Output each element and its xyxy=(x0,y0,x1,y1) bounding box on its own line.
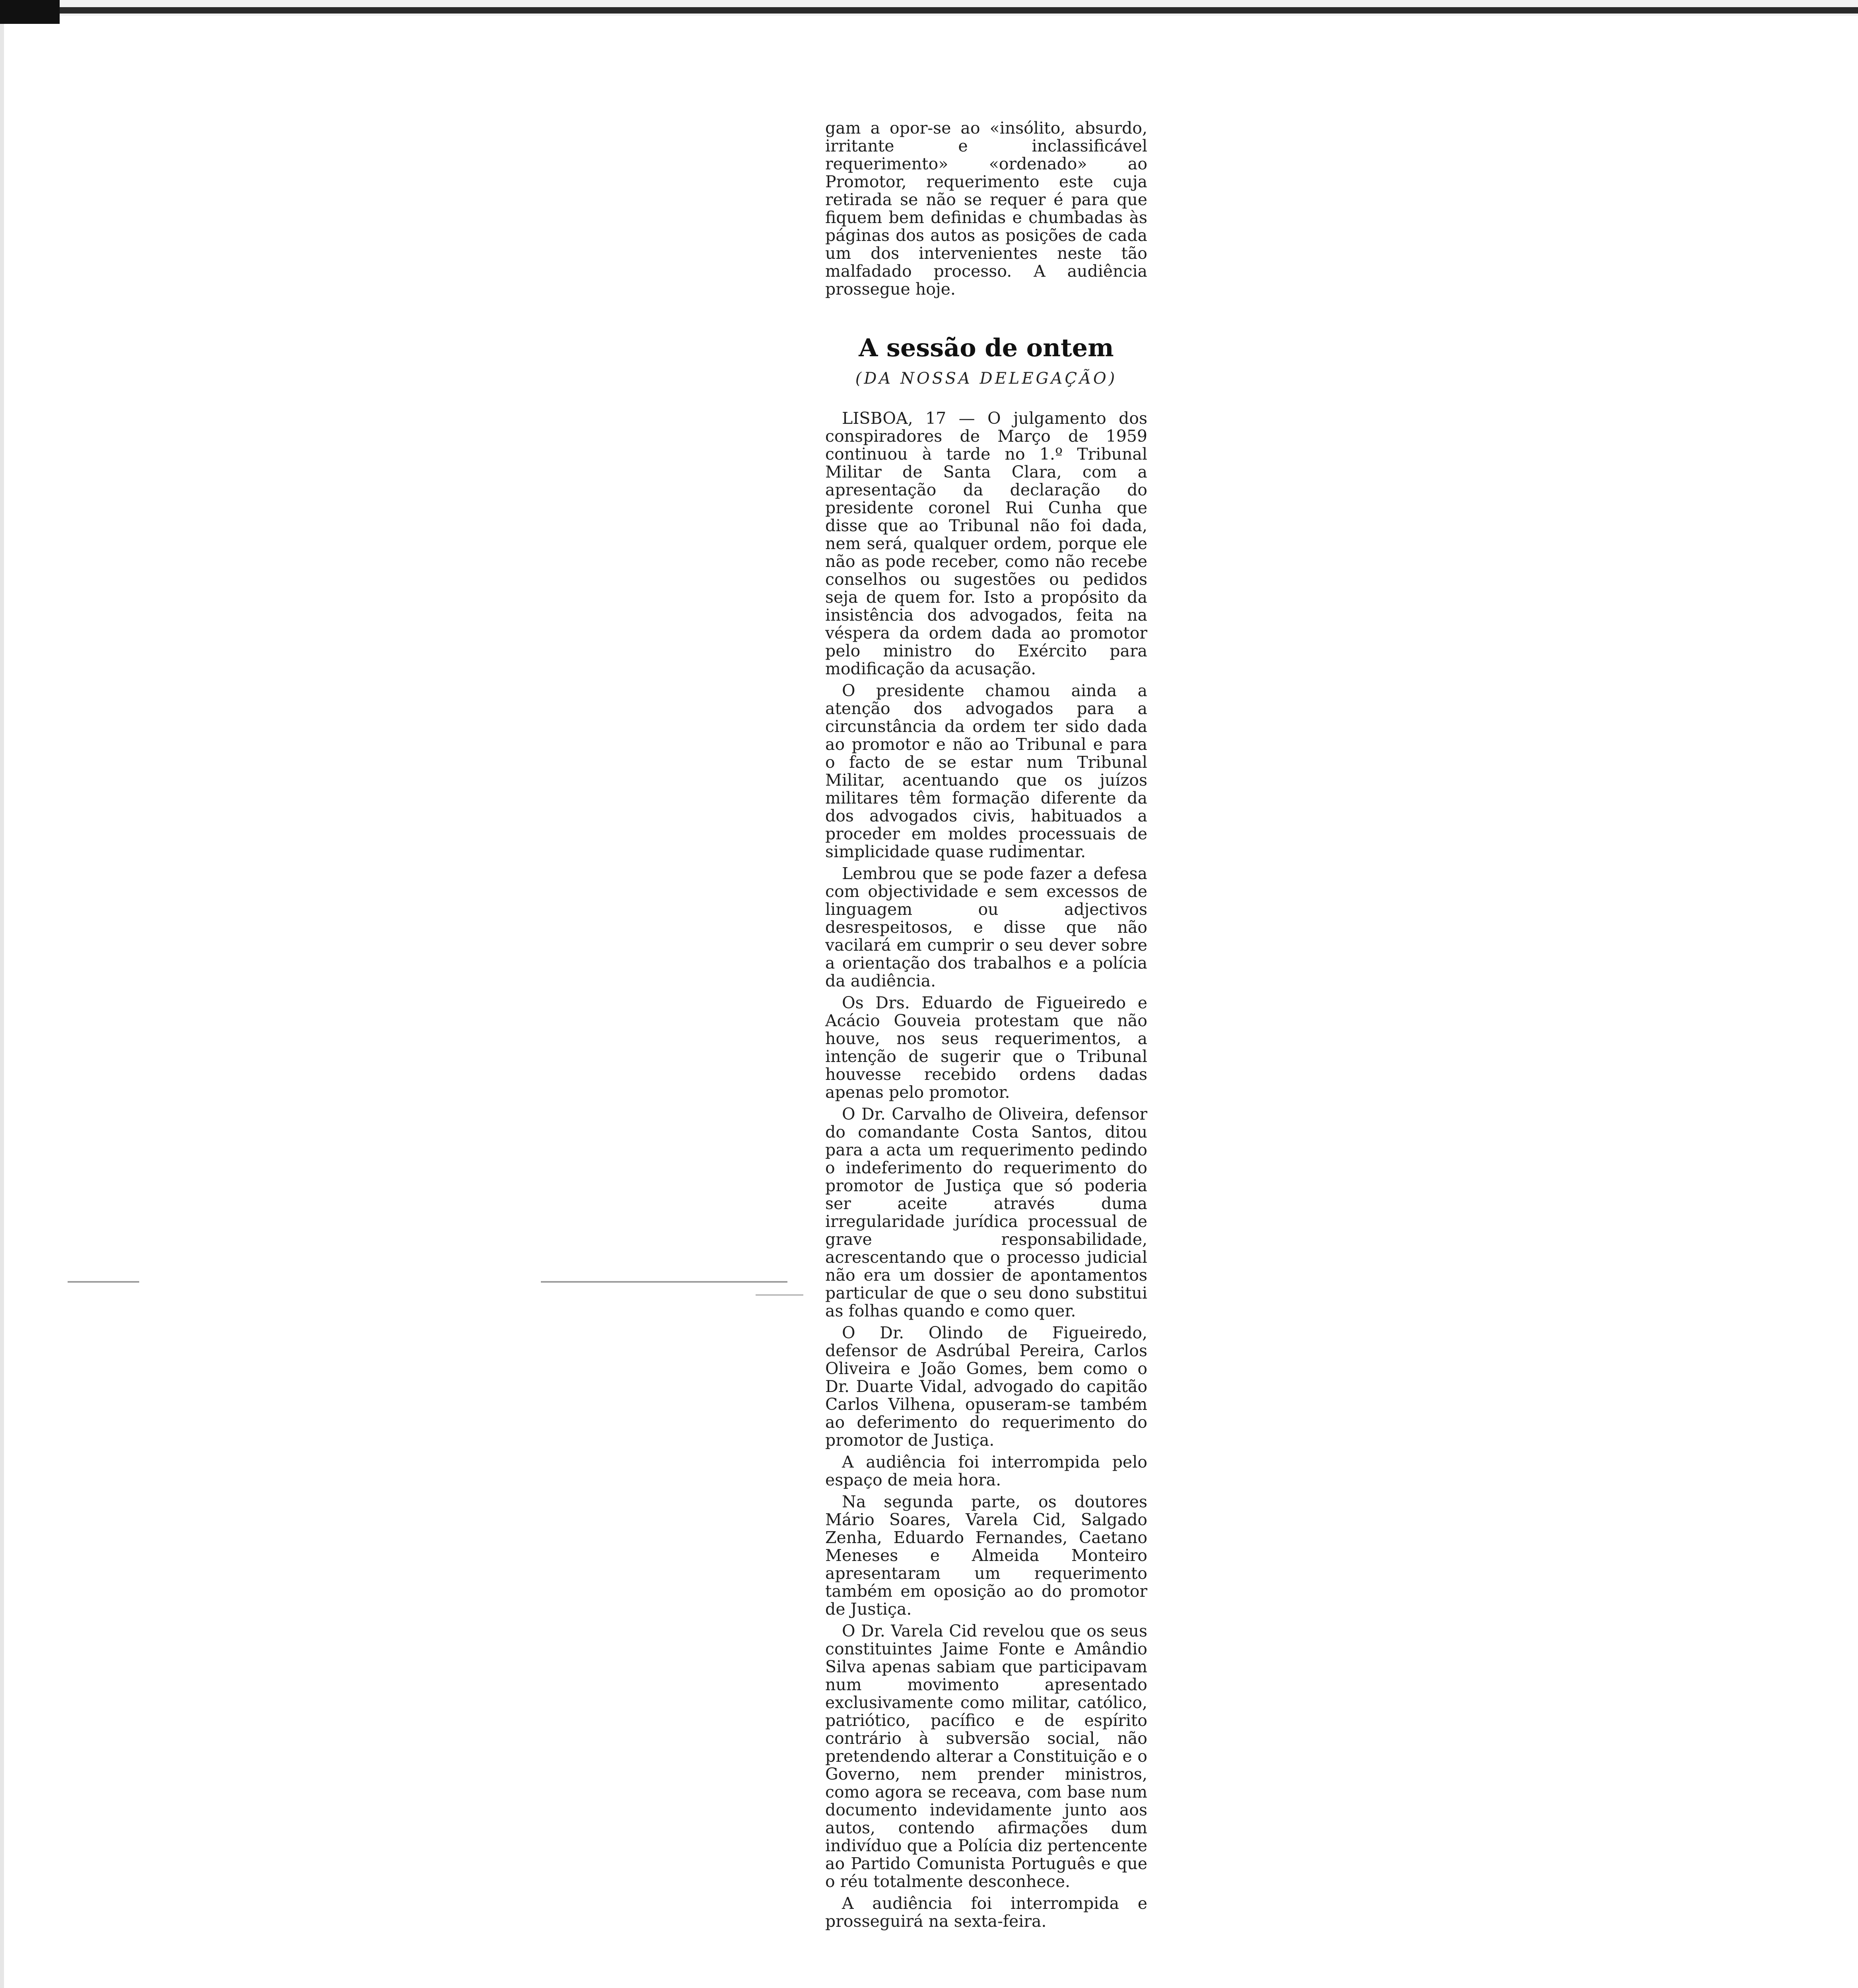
fold-mark-right xyxy=(756,1294,803,1296)
article-paragraph: Os Drs. Eduardo de Figueiredo e Acácio Gouveia protestam que não houve, nos seus requerimentos, a intenção de sugerir que o Tribunal houvesse recebido ordens dadas apenas pelo promotor. xyxy=(825,993,1147,1102)
article-paragraph: O Dr. Olindo de Figueiredo, defensor de Asdrúbal Pereira, Carlos Oliveira e João Gomes, bem como o Dr. Duarte Vidal, advogado do capitão Carlos Vilhena, opuseram-se também ao deferimento do requerimento do promotor de Justiça. xyxy=(825,1323,1147,1450)
scan-top-left-mark xyxy=(0,0,60,24)
article-paragraph: A audiência foi interrompida e prosseguirá na sexta-feira. xyxy=(825,1894,1147,1931)
article-headline: A sessão de ontem xyxy=(859,333,1114,362)
article-paragraph: LISBOA, 17 — O julgamento dos conspiradores de Março de 1959 continuou à tarde no 1.º Tribunal Militar de Santa Clara, com a apresentação da declaração do presidente coronel Rui Cunha que disse que ao Tribunal não foi dada, nem será, qualquer ordem, porque ele não as pode receber, como não recebe conselhos ou sugestões ou pedidos seja de quem for. Isto a propósito da insistência dos advogados, feita na véspera da ordem dada ao promotor pelo ministro do Exército para modificação da acusação. xyxy=(825,409,1147,678)
article-paragraph: O Dr. Varela Cid revelou que os seus constituintes Jaime Fonte e Amândio Silva apenas sabiam que participavam num movimento apresentado exclusivamente como militar, católico, patriótico, pacífico e de espírito contrário à subversão social, não pretendendo alterar a Constituição e o Governo, nem prender ministros, como agora se receava, com base num documento indevidamente junto aos autos, contendo afirmações dum indivíduo que a Polícia diz pertencente ao Partido Comunista Português e que o réu totalmente desconhece. xyxy=(825,1621,1147,1891)
article-paragraph: Lembrou que se pode fazer a defesa com objectividade e sem excessos de linguagem ou adjectivos desrespeitosos, e disse que não vacilará em cumprir o seu dever sobre a orientação dos trabalhos e a polícia da audiência. xyxy=(825,864,1147,990)
scan-top-rule xyxy=(0,7,1858,14)
article-paragraph: O Dr. Carvalho de Oliveira, defensor do comandante Costa Santos, ditou para a acta um requerimento pedindo o indeferimento do requerimento do promotor de Justiça que só poderia ser aceite através duma irregularidade jurídica processual de grave responsabilidade, acrescentando que o processo judicial não era um dossier de apontamentos particular de que o seu dono substitui as folhas quando e como quer. xyxy=(825,1105,1147,1320)
fold-mark-left xyxy=(68,1281,139,1283)
lead-fragment: gam a opor-se ao «insólito, absurdo, irritante e inclassificável requerimento» «ordenado» ao Promotor, requerimento este cuja retirada se não se requer é para que fiquem bem definidas e chumbadas às páginas dos autos as posições de cada um dos intervenientes neste tão malfadado processo. A audiência prossegue hoje. xyxy=(825,118,1147,299)
scan-left-edge xyxy=(0,0,4,1988)
newspaper-column xyxy=(825,119,1147,1934)
fold-mark-center xyxy=(541,1281,787,1283)
article-paragraph: O presidente chamou ainda a atenção dos advogados para a circunstância da ordem ter sido dada ao promotor e não ao Tribunal e para o facto de se estar num Tribunal Militar, acentuando que os juízos militares têm formação diferente da dos advogados civis, habituados a proceder em moldes processuais de simplicidade quase rudimentar. xyxy=(825,681,1147,861)
article-byline: (DA NOSSA DELEGAÇÃO) xyxy=(855,369,1118,388)
article-paragraph: Na segunda parte, os doutores Mário Soares, Varela Cid, Salgado Zenha, Eduardo Fernandes, Caetano Meneses e Almeida Monteiro apresentaram um requerimento também em oposição ao do promotor de Justiça. xyxy=(825,1492,1147,1619)
article-paragraph: A audiência foi interrompida pelo espaço de meia hora. xyxy=(825,1452,1147,1489)
